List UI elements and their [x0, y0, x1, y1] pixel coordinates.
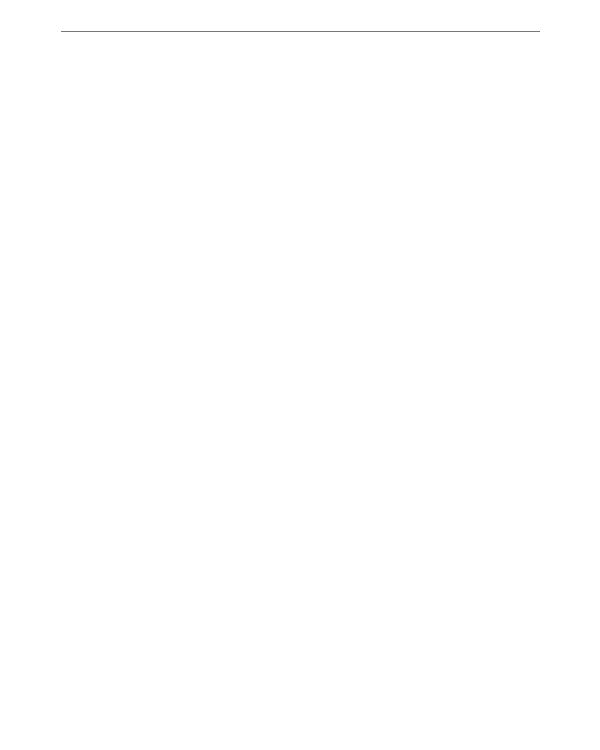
header-rule — [61, 31, 540, 32]
running-header — [61, 11, 540, 31]
